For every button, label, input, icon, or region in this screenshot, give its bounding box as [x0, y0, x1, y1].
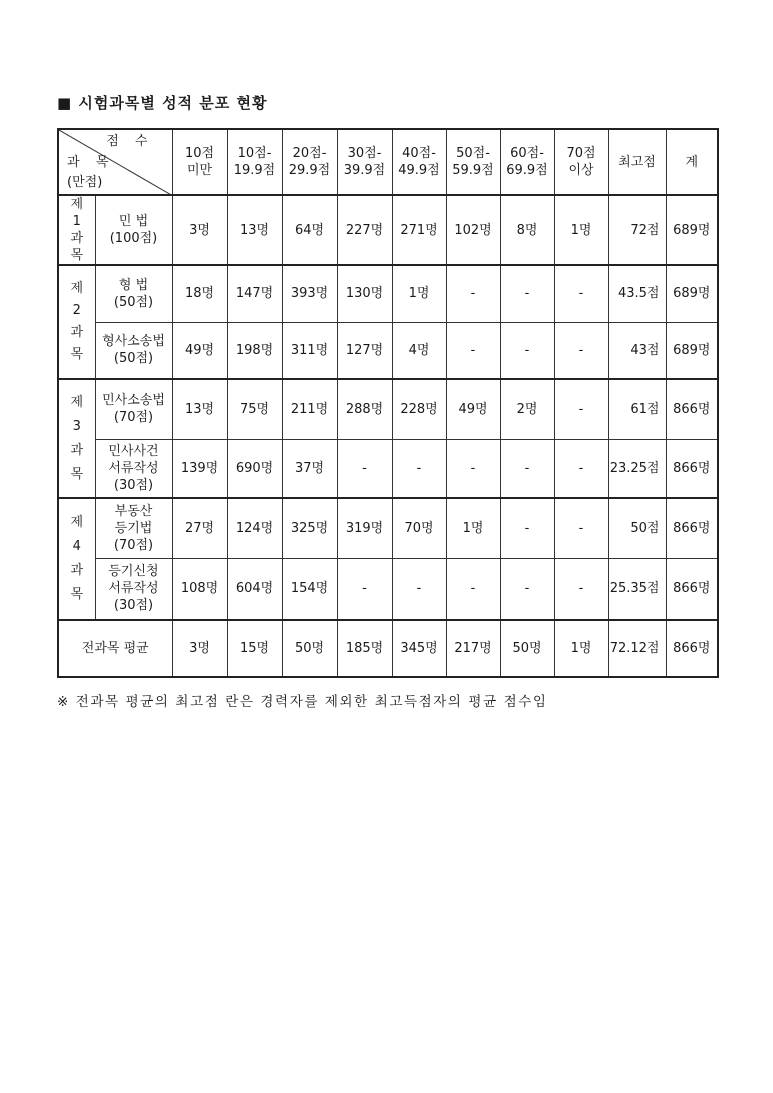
- max-score-cell: 72점: [608, 195, 666, 265]
- cell: -: [337, 439, 392, 498]
- cell: 27명: [172, 498, 227, 558]
- cell: -: [554, 558, 608, 620]
- average-row: [58, 620, 718, 677]
- subject-registration-documents: 등기신청 서류작성 (30점): [95, 558, 172, 620]
- total-cell: 866명: [666, 558, 718, 620]
- cell: 2명: [500, 379, 554, 439]
- group-2-label: 제 2 과 목: [58, 265, 95, 379]
- cell: 102명: [446, 195, 500, 265]
- total-cell: 866명: [666, 620, 718, 677]
- cell: 13명: [227, 195, 282, 265]
- cell: -: [500, 265, 554, 322]
- cell: 319명: [337, 498, 392, 558]
- cell: -: [500, 498, 554, 558]
- cell: -: [337, 558, 392, 620]
- max-score-header: 최고점: [608, 129, 666, 195]
- cell: 130명: [337, 265, 392, 322]
- cell: 211명: [282, 379, 337, 439]
- cell: -: [500, 558, 554, 620]
- cell: 70명: [392, 498, 446, 558]
- cell: 127명: [337, 322, 392, 379]
- cell: -: [392, 439, 446, 498]
- cell: 3명: [172, 620, 227, 677]
- subject-criminal-procedure: 형사소송법 (50점): [95, 322, 172, 379]
- cell: -: [500, 439, 554, 498]
- cell: 228명: [392, 379, 446, 439]
- cell: 1명: [554, 620, 608, 677]
- cell: 4명: [392, 322, 446, 379]
- cell: 1명: [554, 195, 608, 265]
- cell: 37명: [282, 439, 337, 498]
- cell: 345명: [392, 620, 446, 677]
- cell: 64명: [282, 195, 337, 265]
- band-header: 60점- 69.9점: [500, 129, 554, 195]
- total-header: 계: [666, 129, 718, 195]
- cell: 3명: [172, 195, 227, 265]
- table-row: [58, 439, 718, 498]
- max-score-cell: 61점: [608, 379, 666, 439]
- cell: -: [446, 322, 500, 379]
- cell: 49명: [172, 322, 227, 379]
- cell: -: [554, 379, 608, 439]
- cell: -: [554, 498, 608, 558]
- cell: 227명: [337, 195, 392, 265]
- cell: 50명: [282, 620, 337, 677]
- cell: -: [500, 322, 554, 379]
- max-score-cell: 23.25점: [608, 439, 666, 498]
- band-header: 40점- 49.9점: [392, 129, 446, 195]
- group-4-label: 제 4 과 목: [58, 498, 95, 620]
- cell: 311명: [282, 322, 337, 379]
- cell: 18명: [172, 265, 227, 322]
- subject-criminal: 형 법 (50점): [95, 265, 172, 322]
- cell: 1명: [392, 265, 446, 322]
- cell: 217명: [446, 620, 500, 677]
- table-row: [58, 195, 718, 265]
- cell: -: [446, 439, 500, 498]
- cell: 1명: [446, 498, 500, 558]
- cell: 139명: [172, 439, 227, 498]
- subject-civil-documents: 민사사건 서류작성 (30점): [95, 439, 172, 498]
- cell: 50명: [500, 620, 554, 677]
- band-header: 30점- 39.9점: [337, 129, 392, 195]
- cell: 124명: [227, 498, 282, 558]
- cell: 75명: [227, 379, 282, 439]
- total-cell: 866명: [666, 439, 718, 498]
- cell: -: [554, 439, 608, 498]
- group-3-label: 제 3 과 목: [58, 379, 95, 498]
- max-score-cell: 43.5점: [608, 265, 666, 322]
- cell: -: [446, 558, 500, 620]
- footnote: ※ 전과목 평균의 최고점 란은 경력자를 제외한 최고득점자의 평균 점수임: [57, 694, 548, 710]
- cell: -: [554, 265, 608, 322]
- header-row: [58, 129, 718, 195]
- corner-max-label: (만점): [67, 175, 103, 190]
- cell: 154명: [282, 558, 337, 620]
- cell: 288명: [337, 379, 392, 439]
- max-score-cell: 72.12점: [608, 620, 666, 677]
- cell: 147명: [227, 265, 282, 322]
- table-row: [58, 322, 718, 379]
- cell: 108명: [172, 558, 227, 620]
- cell: 325명: [282, 498, 337, 558]
- page-title: ■ 시험과목별 성적 분포 현황: [57, 94, 268, 112]
- table-row: [58, 265, 718, 322]
- group-1-label: 제 1 과 목: [58, 195, 95, 265]
- total-cell: 866명: [666, 498, 718, 558]
- max-score-cell: 43점: [608, 322, 666, 379]
- total-cell: 689명: [666, 265, 718, 322]
- table-row: [58, 498, 718, 558]
- cell: 15명: [227, 620, 282, 677]
- table-row: [58, 379, 718, 439]
- subject-civil-procedure: 민사소송법 (70점): [95, 379, 172, 439]
- band-header: 50점- 59.9점: [446, 129, 500, 195]
- max-score-cell: 50점: [608, 498, 666, 558]
- band-header: 20점- 29.9점: [282, 129, 337, 195]
- table-row: [58, 558, 718, 620]
- total-cell: 866명: [666, 379, 718, 439]
- cell: 49명: [446, 379, 500, 439]
- score-distribution-table: [57, 128, 719, 678]
- cell: 13명: [172, 379, 227, 439]
- cell: -: [392, 558, 446, 620]
- cell: 198명: [227, 322, 282, 379]
- corner-header: [58, 129, 172, 195]
- cell: -: [554, 322, 608, 379]
- cell: 690명: [227, 439, 282, 498]
- corner-score-label: 점 수: [106, 134, 154, 149]
- total-cell: 689명: [666, 322, 718, 379]
- subject-civil: 민 법 (100점): [95, 195, 172, 265]
- cell: -: [446, 265, 500, 322]
- corner-subject-label: 과 목: [67, 155, 115, 170]
- cell: 271명: [392, 195, 446, 265]
- band-header: 70점 이상: [554, 129, 608, 195]
- cell: 604명: [227, 558, 282, 620]
- total-cell: 689명: [666, 195, 718, 265]
- average-label: 전과목 평균: [58, 620, 172, 677]
- subject-real-estate-registration: 부동산 등기법 (70점): [95, 498, 172, 558]
- cell: 393명: [282, 265, 337, 322]
- cell: 185명: [337, 620, 392, 677]
- band-header: 10점- 19.9점: [227, 129, 282, 195]
- cell: 8명: [500, 195, 554, 265]
- max-score-cell: 25.35점: [608, 558, 666, 620]
- band-header: 10점 미만: [172, 129, 227, 195]
